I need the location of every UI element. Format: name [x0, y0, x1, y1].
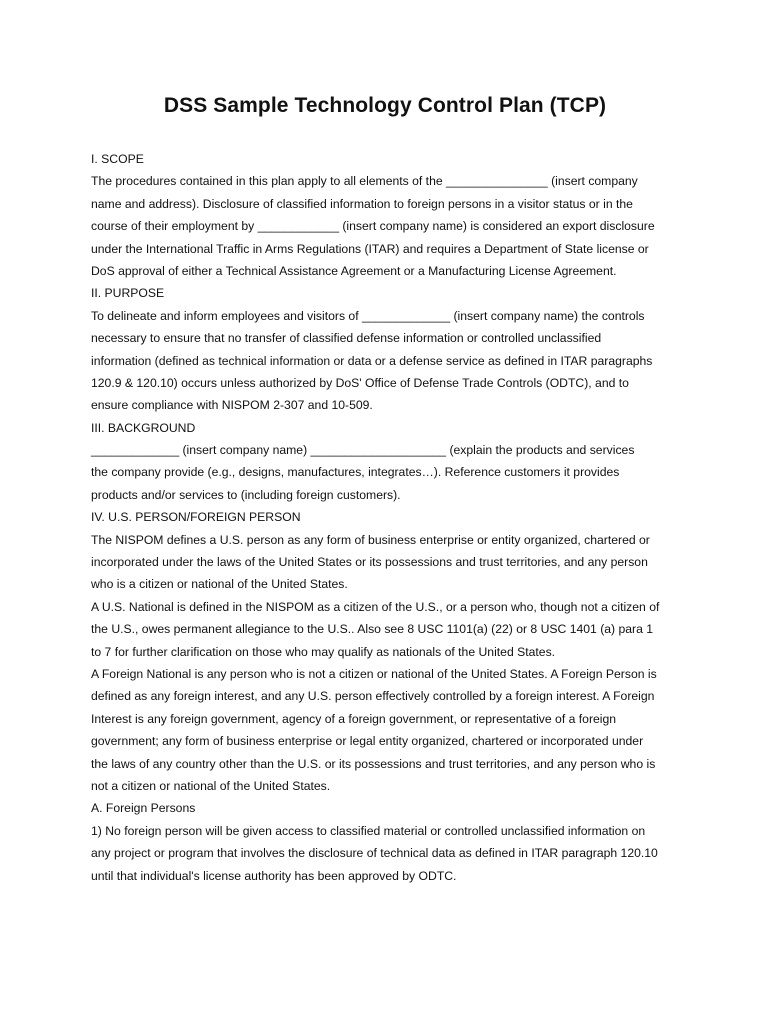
- text-line: Interest is any foreign government, agency of a foreign government, or representative of a foreign: [91, 711, 617, 726]
- text-line: under the International Traffic in Arms Regulations (ITAR) and requires a Department of State license or: [91, 241, 649, 256]
- text-line: the company provide (e.g., designs, manufactures, integrates…). Reference customers it provides: [91, 465, 620, 480]
- section-heading: A. Foreign Persons: [91, 801, 196, 816]
- text-line: who is a citizen or national of the United States.: [91, 577, 348, 592]
- text-line: government; any form of business enterprise or legal entity organized, chartered or incorporated under: [91, 734, 644, 749]
- text-line: necessary to ensure that no transfer of classified defense information or controlled unclassified: [91, 331, 602, 346]
- section-heading: II. PURPOSE: [91, 286, 165, 301]
- section-heading: III. BACKGROUND: [91, 420, 196, 435]
- document-body: [91, 148, 691, 887]
- text-line: DoS approval of either a Technical Assistance Agreement or a Manufacturing License Agreement.: [91, 263, 617, 278]
- text-line: course of their employment by ____________ (insert company name) is considered an export disclosure: [91, 219, 655, 234]
- text-line: To delineate and inform employees and visitors of _____________ (insert company name) the controls: [91, 308, 645, 323]
- text-line: _____________ (insert company name) ____________________ (explain the products and services: [91, 443, 635, 458]
- section-heading: IV. U.S. PERSON/FOREIGN PERSON: [91, 510, 301, 525]
- text-line: A Foreign National is any person who is not a citizen or national of the United States. A Foreign Person is: [91, 666, 657, 681]
- text-line: incorporated under the laws of the United States or its possessions and trust territories, and any person: [91, 555, 648, 570]
- text-line: to 7 for further clarification on those who may qualify as nationals of the United States.: [91, 644, 556, 659]
- text-line: defined as any foreign interest, and any U.S. person effectively controlled by a foreign interest. A Foreign: [91, 689, 655, 704]
- text-line: the laws of any country other than the U.S. or its possessions and trust territories, and any person who is: [91, 756, 656, 771]
- text-line: The NISPOM defines a U.S. person as any form of business enterprise or entity organized, chartered or: [91, 532, 650, 547]
- section-heading: I. SCOPE: [91, 152, 144, 166]
- text-line: The procedures contained in this plan apply to all elements of the _______________ (insert company: [91, 174, 638, 189]
- text-line: any project or program that involves the disclosure of technical data as defined in ITAR paragraph 120.10: [91, 846, 658, 861]
- text-line: until that individual's license authority has been approved by ODTC.: [91, 868, 457, 883]
- text-line: 1) No foreign person will be given access to classified material or controlled unclassified information on: [91, 823, 646, 838]
- text-line: not a citizen or national of the United States.: [91, 778, 331, 793]
- text-line: the U.S., owes permanent allegiance to the U.S.. Also see 8 USC 1101(a) (22) or 8 USC 1401 (a) para 1: [91, 622, 654, 637]
- text-line: products and/or services to (including foreign customers).: [91, 487, 401, 502]
- text-line: ensure compliance with NISPOM 2-307 and 10-509.: [91, 398, 373, 413]
- text-line: information (defined as technical information or data or a defense service as defined in ITAR paragraphs: [91, 353, 653, 368]
- text-line: name and address). Disclosure of classified information to foreign persons in a visitor status or in the: [91, 196, 633, 211]
- text-line: 120.9 & 120.10) occurs unless authorized by DoS' Office of Defense Trade Controls (ODTC), and to: [91, 375, 629, 390]
- document-title: DSS Sample Technology Control Plan (TCP): [163, 94, 607, 117]
- text-line: A U.S. National is defined in the NISPOM as a citizen of the U.S., or a person who, though not a citizen of: [91, 599, 660, 614]
